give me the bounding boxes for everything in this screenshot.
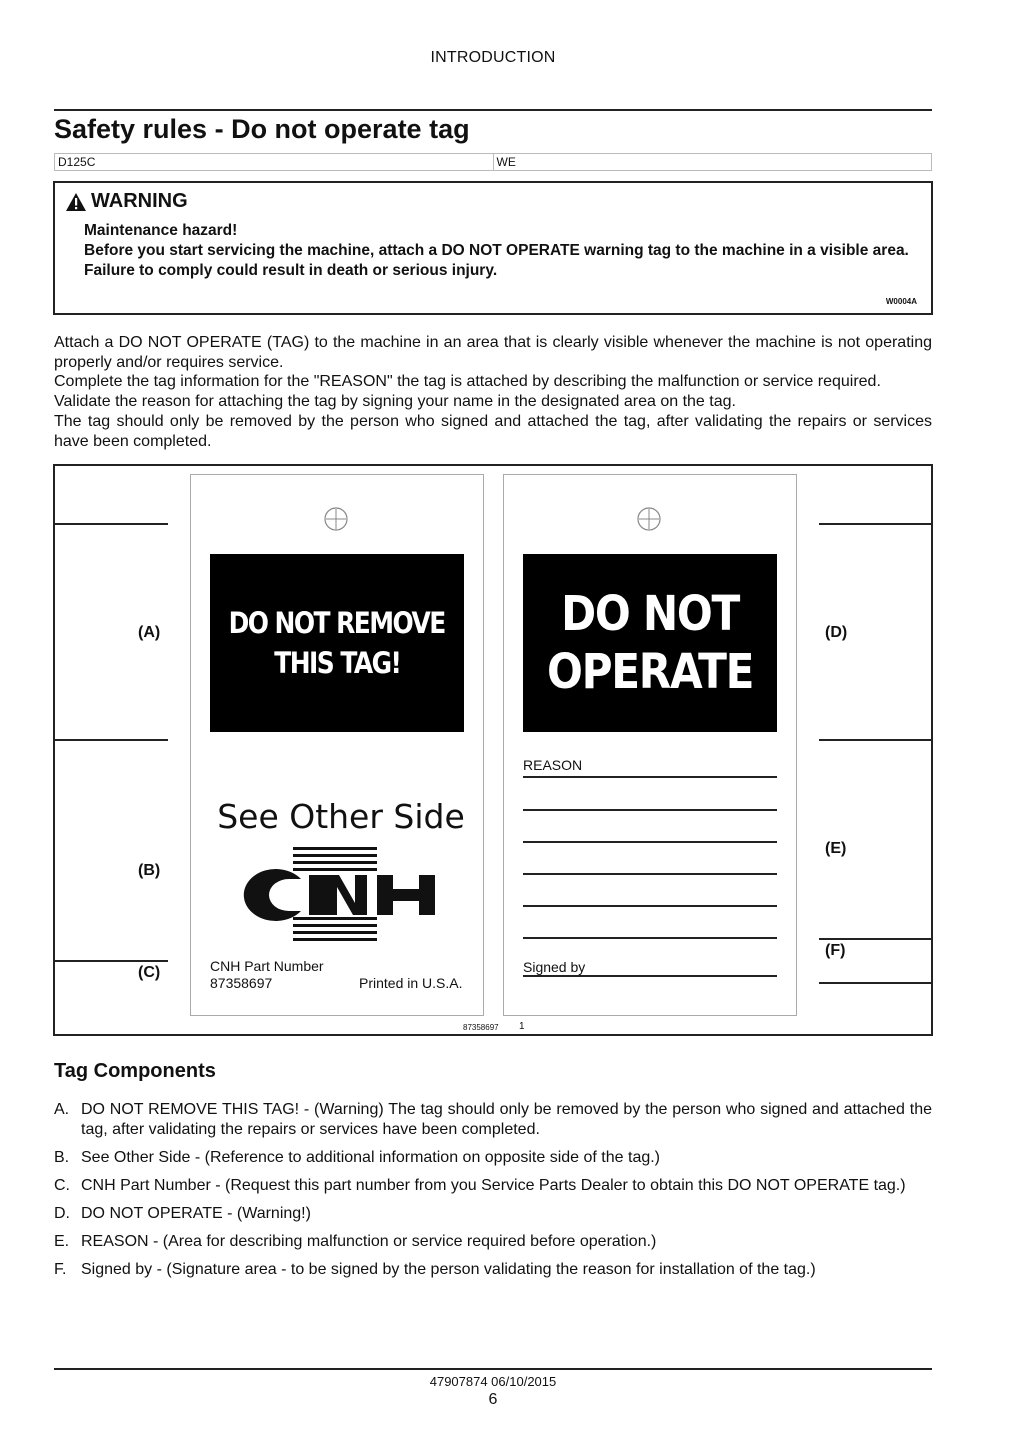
list-item [54, 1260, 932, 1280]
warning-body [84, 221, 916, 281]
reason-line [523, 873, 777, 875]
page-title: Safety rules - Do not operate tag [54, 114, 470, 144]
model-code: D125C [58, 155, 96, 169]
item-letter: F. [54, 1261, 67, 1278]
item-text: DO NOT REMOVE THIS TAG! - (Warning) The tag should only be removed by the person who signed and attached the tag, after validating the repairs or services have been completed. [81, 1101, 932, 1138]
footer-doc-number: 47907874 06/10/2015 [429, 1374, 557, 1389]
item-letter: D. [54, 1205, 70, 1222]
components-list [54, 1100, 932, 1288]
callout-e: (E) [825, 840, 847, 857]
list-item [54, 1232, 932, 1252]
tag-figure [53, 464, 933, 1036]
list-item [54, 1148, 932, 1168]
figure-id: 87358697 [463, 1023, 499, 1032]
list-item [54, 1100, 932, 1140]
callout-d: (D) [825, 624, 848, 641]
signed-by-label: Signed by [523, 959, 586, 975]
reason-line [523, 809, 777, 811]
warning-line-hazard: Maintenance hazard! [84, 222, 238, 239]
warning-triangle-icon [65, 192, 87, 212]
paragraph: The tag should only be removed by the person who signed and attached the tag, after validating the repairs or services have been completed. [54, 412, 932, 450]
item-text: REASON - (Area for describing malfunction or service required before operation.) [81, 1233, 657, 1250]
callout-c: (C) [138, 964, 161, 981]
tag-back [503, 474, 797, 1016]
section-header: INTRODUCTION [430, 49, 556, 66]
callout-b: (B) [138, 862, 161, 879]
warning-line-instruction: Before you start servicing the machine, attach a DO NOT OPERATE warning tag to the machine in a visible area. [84, 242, 909, 259]
paragraph: Validate the reason for attaching the tag by signing your name in the designated area on the tag. [54, 393, 736, 411]
item-text: Signed by - (Signature area - to be signed by the person validating the reason for installation of the tag.) [81, 1261, 816, 1278]
panel-line: OPERATE [546, 644, 754, 700]
grommet-hole-icon [637, 507, 661, 531]
panel-line: THIS TAG! [273, 646, 401, 680]
warning-code: W0004A [885, 297, 917, 306]
reason-line [523, 937, 777, 939]
item-letter: B. [54, 1149, 70, 1166]
warning-header [65, 190, 188, 213]
callout-a: (A) [138, 624, 161, 641]
instructions-text [54, 333, 932, 451]
region-code: WE [493, 154, 932, 170]
item-text: See Other Side - (Reference to additional information on opposite side of the tag.) [81, 1149, 661, 1166]
callout-line [55, 523, 168, 525]
grommet-hole-icon [324, 507, 348, 531]
item-text: DO NOT OPERATE - (Warning!) [81, 1205, 311, 1222]
panel-line: DO NOT [561, 586, 739, 642]
reason-label: REASON [523, 757, 583, 773]
meta-row [54, 153, 932, 171]
paragraph: Complete the tag information for the "REASON" the tag is attached by describing the malfunction or service required. [54, 373, 881, 391]
warning-box [53, 181, 933, 315]
warning-heading: WARNING [91, 190, 188, 212]
do-not-operate-panel [523, 554, 777, 732]
reason-line [523, 905, 777, 907]
item-text: CNH Part Number - (Request this part number from you Service Parts Dealer to obtain this DO NOT OPERATE tag.) [81, 1177, 906, 1194]
callout-line [819, 739, 931, 741]
printed-in-text: Printed in U.S.A. [359, 975, 463, 991]
paragraph: Attach a DO NOT OPERATE (TAG) to the machine in an area that is clearly visible whenever the machine is not operating properly and/or requires service. [54, 334, 932, 371]
cnh-logo [239, 845, 437, 943]
callout-line [819, 938, 931, 940]
reason-line [523, 776, 777, 778]
callout-f: (F) [825, 942, 846, 959]
callout-line [55, 960, 168, 962]
part-number-label: CNH Part Number [210, 958, 324, 974]
see-other-side-text: See Other Side [217, 797, 465, 836]
do-not-remove-panel [210, 554, 464, 732]
signature-line [523, 975, 777, 977]
item-letter: A. [54, 1101, 70, 1118]
list-item [54, 1204, 932, 1224]
panel-line: DO NOT REMOVE [228, 606, 446, 640]
callout-line [819, 523, 931, 525]
page-number: 6 [488, 1391, 498, 1408]
components-heading: Tag Components [54, 1060, 216, 1082]
item-letter: C. [54, 1177, 70, 1194]
title-rule [54, 109, 932, 111]
tag-front [190, 474, 484, 1016]
item-letter: E. [54, 1233, 70, 1250]
warning-line-consequence: Failure to comply could result in death or serious injury. [84, 262, 498, 279]
callout-line [55, 739, 168, 741]
figure-number: 1 [519, 1021, 525, 1032]
reason-line [523, 841, 777, 843]
list-item [54, 1176, 932, 1196]
footer-rule [54, 1368, 932, 1370]
part-number-value: 87358697 [210, 975, 273, 991]
callout-line [819, 982, 931, 984]
